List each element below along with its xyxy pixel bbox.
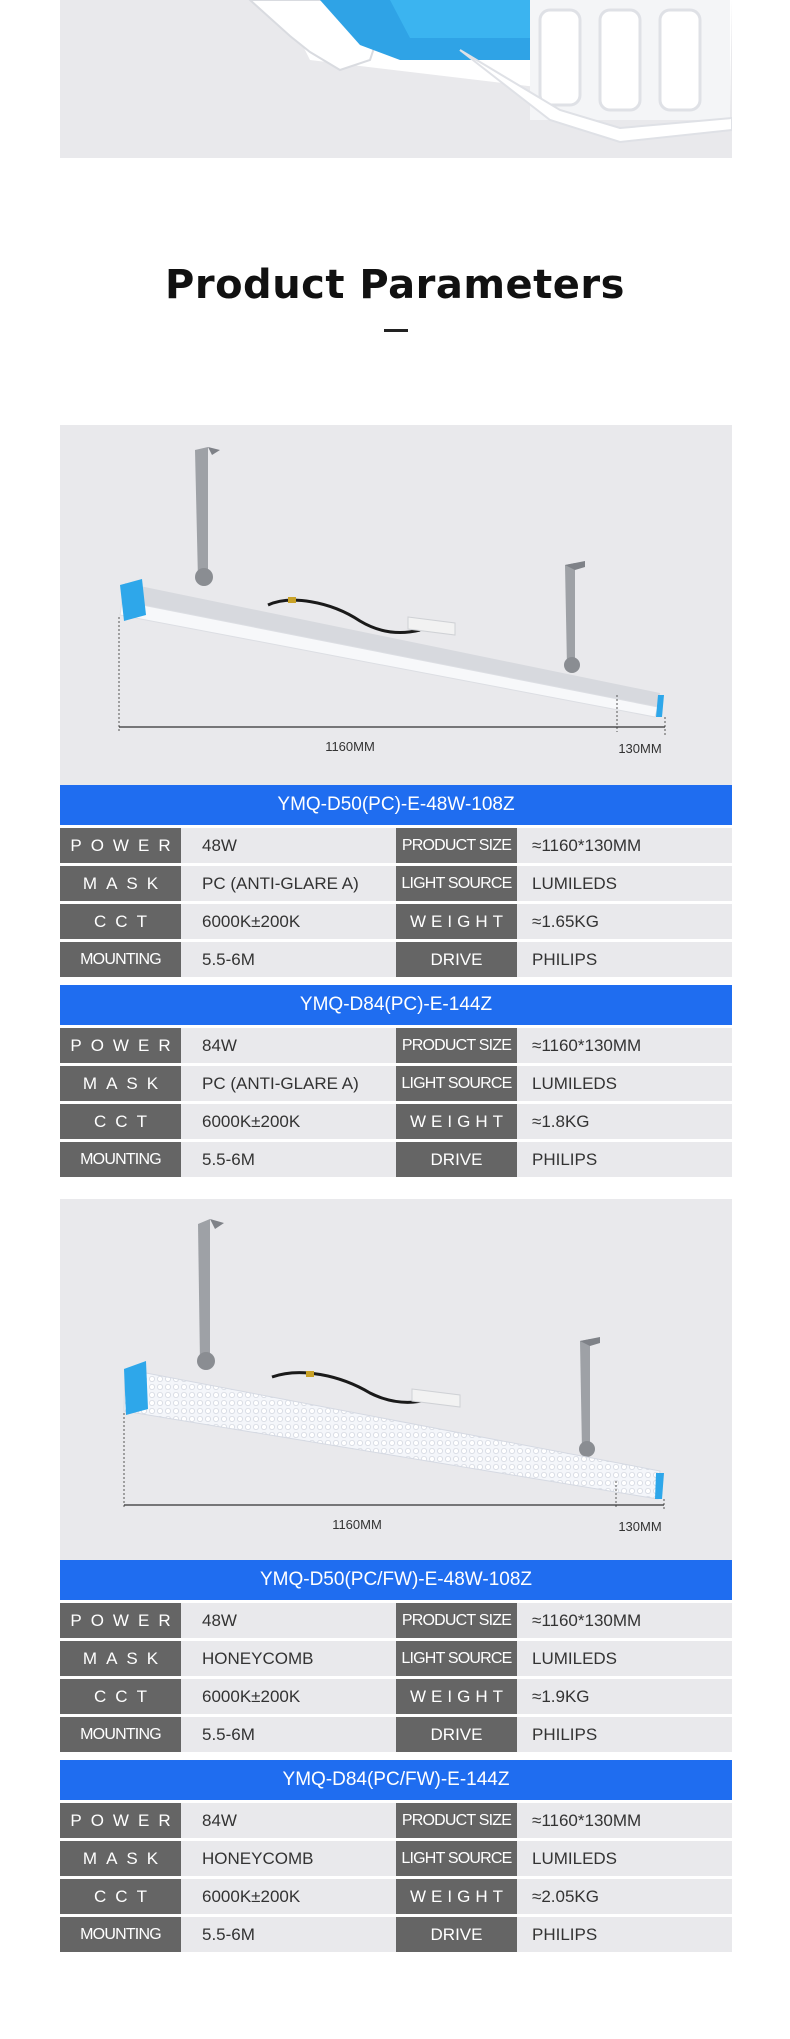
spec-row bbox=[60, 866, 732, 901]
model-name: YMQ-D84(PC)-E-144Z bbox=[60, 985, 732, 1025]
dimension-length-label: 1160MM bbox=[332, 1517, 382, 1532]
spec-label: WEIGHT bbox=[396, 1679, 517, 1714]
spec-value: PC (ANTI-GLARE A) bbox=[202, 873, 359, 893]
linear-highbay-pc-illustration bbox=[60, 425, 732, 785]
spec-label: MASK bbox=[60, 1641, 181, 1676]
spec-row bbox=[60, 1917, 732, 1952]
product-image-honeycomb bbox=[60, 1199, 732, 1560]
spec-value: 84W bbox=[202, 1035, 237, 1055]
spec-label: WEIGHT bbox=[396, 1879, 517, 1914]
spec-row bbox=[60, 1879, 732, 1914]
spec-label: MOUNTING bbox=[60, 1142, 181, 1177]
spec-value: LUMILEDS bbox=[532, 1648, 618, 1668]
spec-label: DRIVE bbox=[396, 1142, 517, 1177]
spec-label: MASK bbox=[60, 866, 181, 901]
spec-label: POWER bbox=[60, 1803, 181, 1838]
spec-label: MOUNTING bbox=[60, 1917, 181, 1952]
spec-label: DRIVE bbox=[396, 1717, 517, 1752]
spec-label: LIGHT SOURCE bbox=[396, 1641, 517, 1676]
spec-row bbox=[60, 1603, 732, 1638]
spec-value: PHILIPS bbox=[532, 949, 598, 969]
spec-label: CCT bbox=[60, 1104, 181, 1139]
model-name: YMQ-D50(PC/FW)-E-48W-108Z bbox=[60, 1560, 732, 1600]
spec-value: PHILIPS bbox=[532, 1724, 598, 1744]
dimension-length-label: 1160MM bbox=[325, 739, 375, 754]
spec-row bbox=[60, 1104, 732, 1139]
spec-label: PRODUCT SIZE bbox=[396, 1603, 517, 1638]
top-product-photo bbox=[60, 0, 732, 158]
dimension-width-label: 130MM bbox=[618, 741, 662, 756]
spec-value: 6000K±200K bbox=[202, 1111, 301, 1131]
spec-value: PC (ANTI-GLARE A) bbox=[202, 1073, 359, 1093]
spec-row bbox=[60, 1717, 732, 1752]
light-fixture-closeup-illustration bbox=[60, 0, 732, 158]
spec-label: LIGHT SOURCE bbox=[396, 1066, 517, 1101]
spec-row bbox=[60, 1142, 732, 1177]
spec-value: 48W bbox=[202, 1610, 237, 1630]
spec-table-4 bbox=[60, 1760, 732, 1952]
spec-value: 5.5-6M bbox=[202, 1724, 255, 1744]
spec-label: MASK bbox=[60, 1841, 181, 1876]
spec-label: POWER bbox=[60, 1603, 181, 1638]
spec-table-1 bbox=[60, 785, 732, 977]
spec-value: 6000K±200K bbox=[202, 1886, 301, 1906]
spec-label: PRODUCT SIZE bbox=[396, 1803, 517, 1838]
spec-value: ≈1.65KG bbox=[532, 911, 599, 931]
spec-table-2 bbox=[60, 985, 732, 1177]
spec-label: DRIVE bbox=[396, 942, 517, 977]
spec-row bbox=[60, 1066, 732, 1101]
spec-value: 84W bbox=[202, 1810, 237, 1830]
spec-value: LUMILEDS bbox=[532, 1848, 618, 1868]
dimension-width-label: 130MM bbox=[618, 1519, 662, 1534]
spec-value: 5.5-6M bbox=[202, 1149, 255, 1169]
spec-value: ≈1160*130MM bbox=[532, 1035, 642, 1055]
spec-value: ≈1.8KG bbox=[532, 1111, 590, 1131]
spec-value: ≈1160*130MM bbox=[532, 835, 642, 855]
spec-label: POWER bbox=[60, 828, 181, 863]
spec-label: CCT bbox=[60, 904, 181, 939]
spec-value: 5.5-6M bbox=[202, 949, 255, 969]
spec-label: CCT bbox=[60, 1679, 181, 1714]
spec-row bbox=[60, 1679, 732, 1714]
spec-label: WEIGHT bbox=[396, 1104, 517, 1139]
spec-row bbox=[60, 828, 732, 863]
spec-table-3 bbox=[60, 1560, 732, 1752]
spec-value: HONEYCOMB bbox=[202, 1848, 314, 1868]
spec-value: ≈1.9KG bbox=[532, 1686, 590, 1706]
spec-label: LIGHT SOURCE bbox=[396, 866, 517, 901]
spec-label: MOUNTING bbox=[60, 1717, 181, 1752]
spec-value: ≈1160*130MM bbox=[532, 1810, 642, 1830]
spec-label: CCT bbox=[60, 1879, 181, 1914]
spec-value: ≈1160*130MM bbox=[532, 1610, 642, 1630]
spec-row bbox=[60, 942, 732, 977]
spec-row bbox=[60, 1803, 732, 1838]
spec-value: LUMILEDS bbox=[532, 873, 618, 893]
spec-value: ≈2.05KG bbox=[532, 1886, 599, 1906]
spec-row bbox=[60, 1641, 732, 1676]
model-name: YMQ-D50(PC)-E-48W-108Z bbox=[60, 785, 732, 825]
spec-label: MASK bbox=[60, 1066, 181, 1101]
spec-value: 6000K±200K bbox=[202, 911, 301, 931]
spec-value: 6000K±200K bbox=[202, 1686, 301, 1706]
spec-value: 5.5-6M bbox=[202, 1924, 255, 1944]
product-image-pc bbox=[60, 425, 732, 785]
model-name: YMQ-D84(PC/FW)-E-144Z bbox=[60, 1760, 732, 1800]
spec-label: PRODUCT SIZE bbox=[396, 828, 517, 863]
spec-label: DRIVE bbox=[396, 1917, 517, 1952]
linear-highbay-honeycomb-illustration bbox=[60, 1199, 732, 1560]
spec-label: LIGHT SOURCE bbox=[396, 1841, 517, 1876]
spec-value: PHILIPS bbox=[532, 1924, 598, 1944]
spec-value: PHILIPS bbox=[532, 1149, 598, 1169]
spec-row bbox=[60, 1028, 732, 1063]
section-title: Product Parameters bbox=[165, 262, 625, 308]
spec-label: MOUNTING bbox=[60, 942, 181, 977]
title-underline bbox=[384, 329, 408, 332]
spec-label: PRODUCT SIZE bbox=[396, 1028, 517, 1063]
spec-label: POWER bbox=[60, 1028, 181, 1063]
spec-row bbox=[60, 904, 732, 939]
spec-row bbox=[60, 1841, 732, 1876]
spec-value: 48W bbox=[202, 835, 237, 855]
spec-value: HONEYCOMB bbox=[202, 1648, 314, 1668]
spec-label: WEIGHT bbox=[396, 904, 517, 939]
spec-value: LUMILEDS bbox=[532, 1073, 618, 1093]
